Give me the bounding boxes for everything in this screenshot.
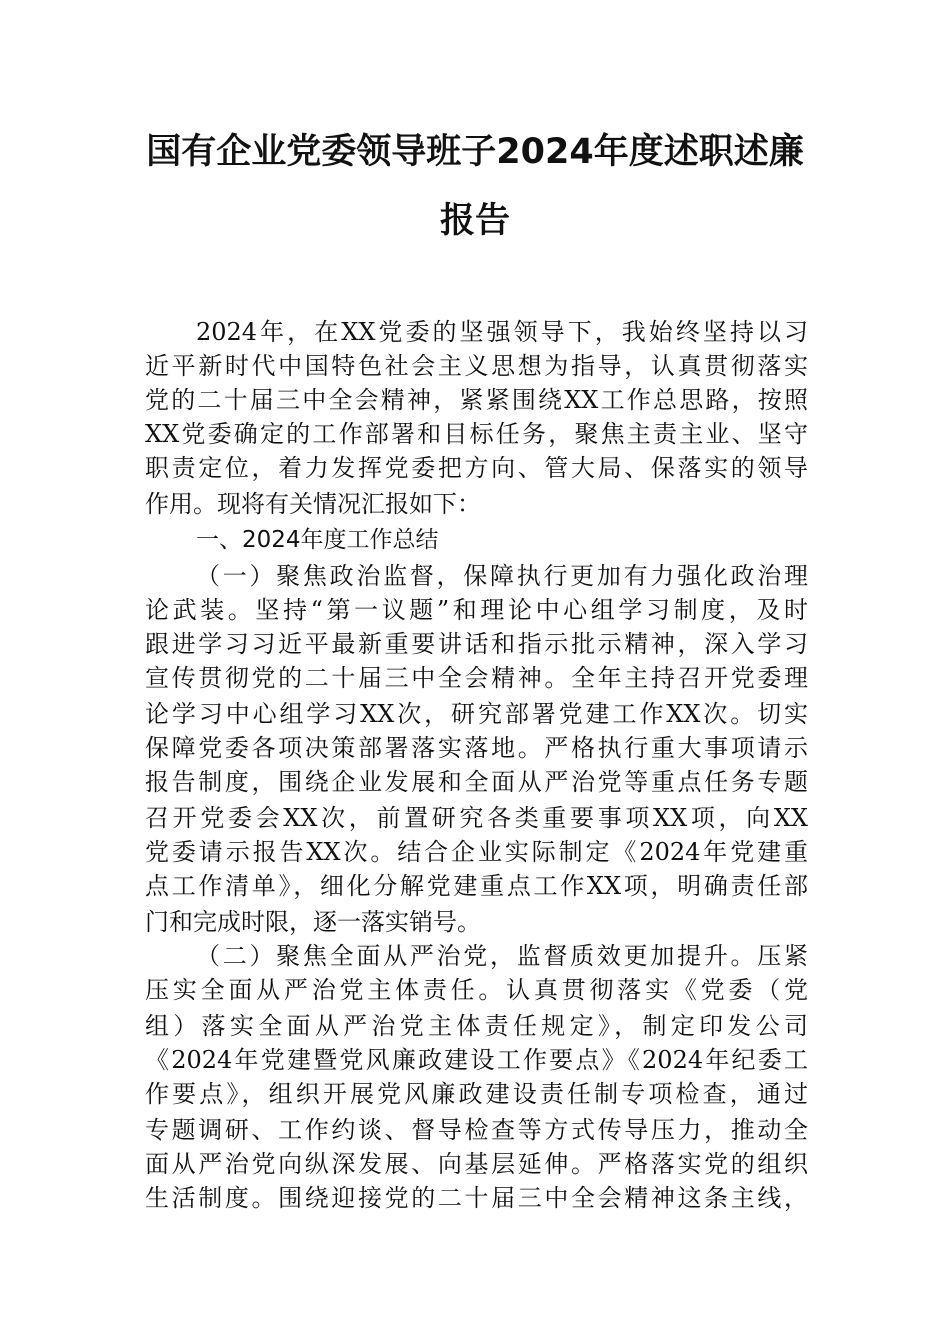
- body-line: 保障党委各项决策部署落实落地。严格执行重大事项请示: [145, 734, 808, 762]
- body-line: 压实全面从严治党主体责任。认真贯彻落实《党委（党: [145, 976, 808, 1004]
- body-line: 专题调研、工作约谈、督导检查等方式传导压力，推动全: [145, 1116, 808, 1144]
- body-line: 论武装。坚持“第一议题”和理论中心组学习制度，及时: [145, 596, 808, 624]
- body-line: 组）落实全面从严治党主体责任规定》，制定印发公司: [145, 1012, 808, 1040]
- body-line: 点工作清单》，细化分解党建重点工作XX项，明确责任部: [145, 872, 808, 900]
- body-line: 召开党委会XX次，前置研究各类重要事项XX项，向XX: [145, 804, 808, 832]
- body-line: 跟进学习习近平最新重要讲话和指示批示精神，深入学习: [145, 630, 808, 658]
- body-line: 宣传贯彻党的二十届三中全会精神。全年主持召开党委理: [145, 664, 808, 692]
- body-line: 党的二十届三中全会精神，紧紧围绕XX工作总思路，按照: [145, 386, 808, 414]
- body-line: 职责定位，着力发挥党委把方向、管大局、保落实的领导: [145, 454, 808, 482]
- body-line: 党委请示报告XX次。结合企业实际制定《2024年党建重: [145, 838, 808, 866]
- body-line: 《2024年党建暨党风廉政建设工作要点》《2024年纪委工: [145, 1046, 808, 1074]
- body-line: 2024年，在XX党委的坚强领导下，我始终坚持以习: [196, 318, 808, 346]
- body-line: 门和完成时限，逐一落实销号。: [145, 908, 481, 936]
- body-line: 报告制度，围绕企业发展和全面从严治党等重点任务专题: [145, 768, 808, 796]
- document-title-line-1: 国有企业党委领导班子2024年度述职述廉: [146, 132, 804, 172]
- document-title-line-2: 报告: [439, 201, 510, 241]
- body-line: （一）聚焦政治监督，保障执行更加有力强化政治理: [196, 562, 808, 590]
- body-line: 近平新时代中国特色社会主义思想为指导，认真贯彻落实: [145, 352, 808, 380]
- body-line: 作要点》，组织开展党风廉政建设责任制专项检查，通过: [145, 1080, 808, 1108]
- body-line: 面从严治党向纵深发展、向基层延伸。严格落实党的组织: [145, 1150, 808, 1178]
- body-line: 生活制度。围绕迎接党的二十届三中全会精神这条主线，: [145, 1184, 808, 1212]
- body-line: （二）聚焦全面从严治党，监督质效更加提升。压紧: [196, 942, 808, 970]
- body-line: 论学习中心组学习XX次，研究部署党建工作XX次。切实: [145, 700, 808, 728]
- section-heading: 一、2024年度工作总结: [196, 527, 439, 553]
- body-line: 作用。现将有关情况汇报如下：: [145, 490, 481, 518]
- body-line: XX党委确定的工作部署和目标任务，聚焦主责主业、坚守: [145, 420, 808, 448]
